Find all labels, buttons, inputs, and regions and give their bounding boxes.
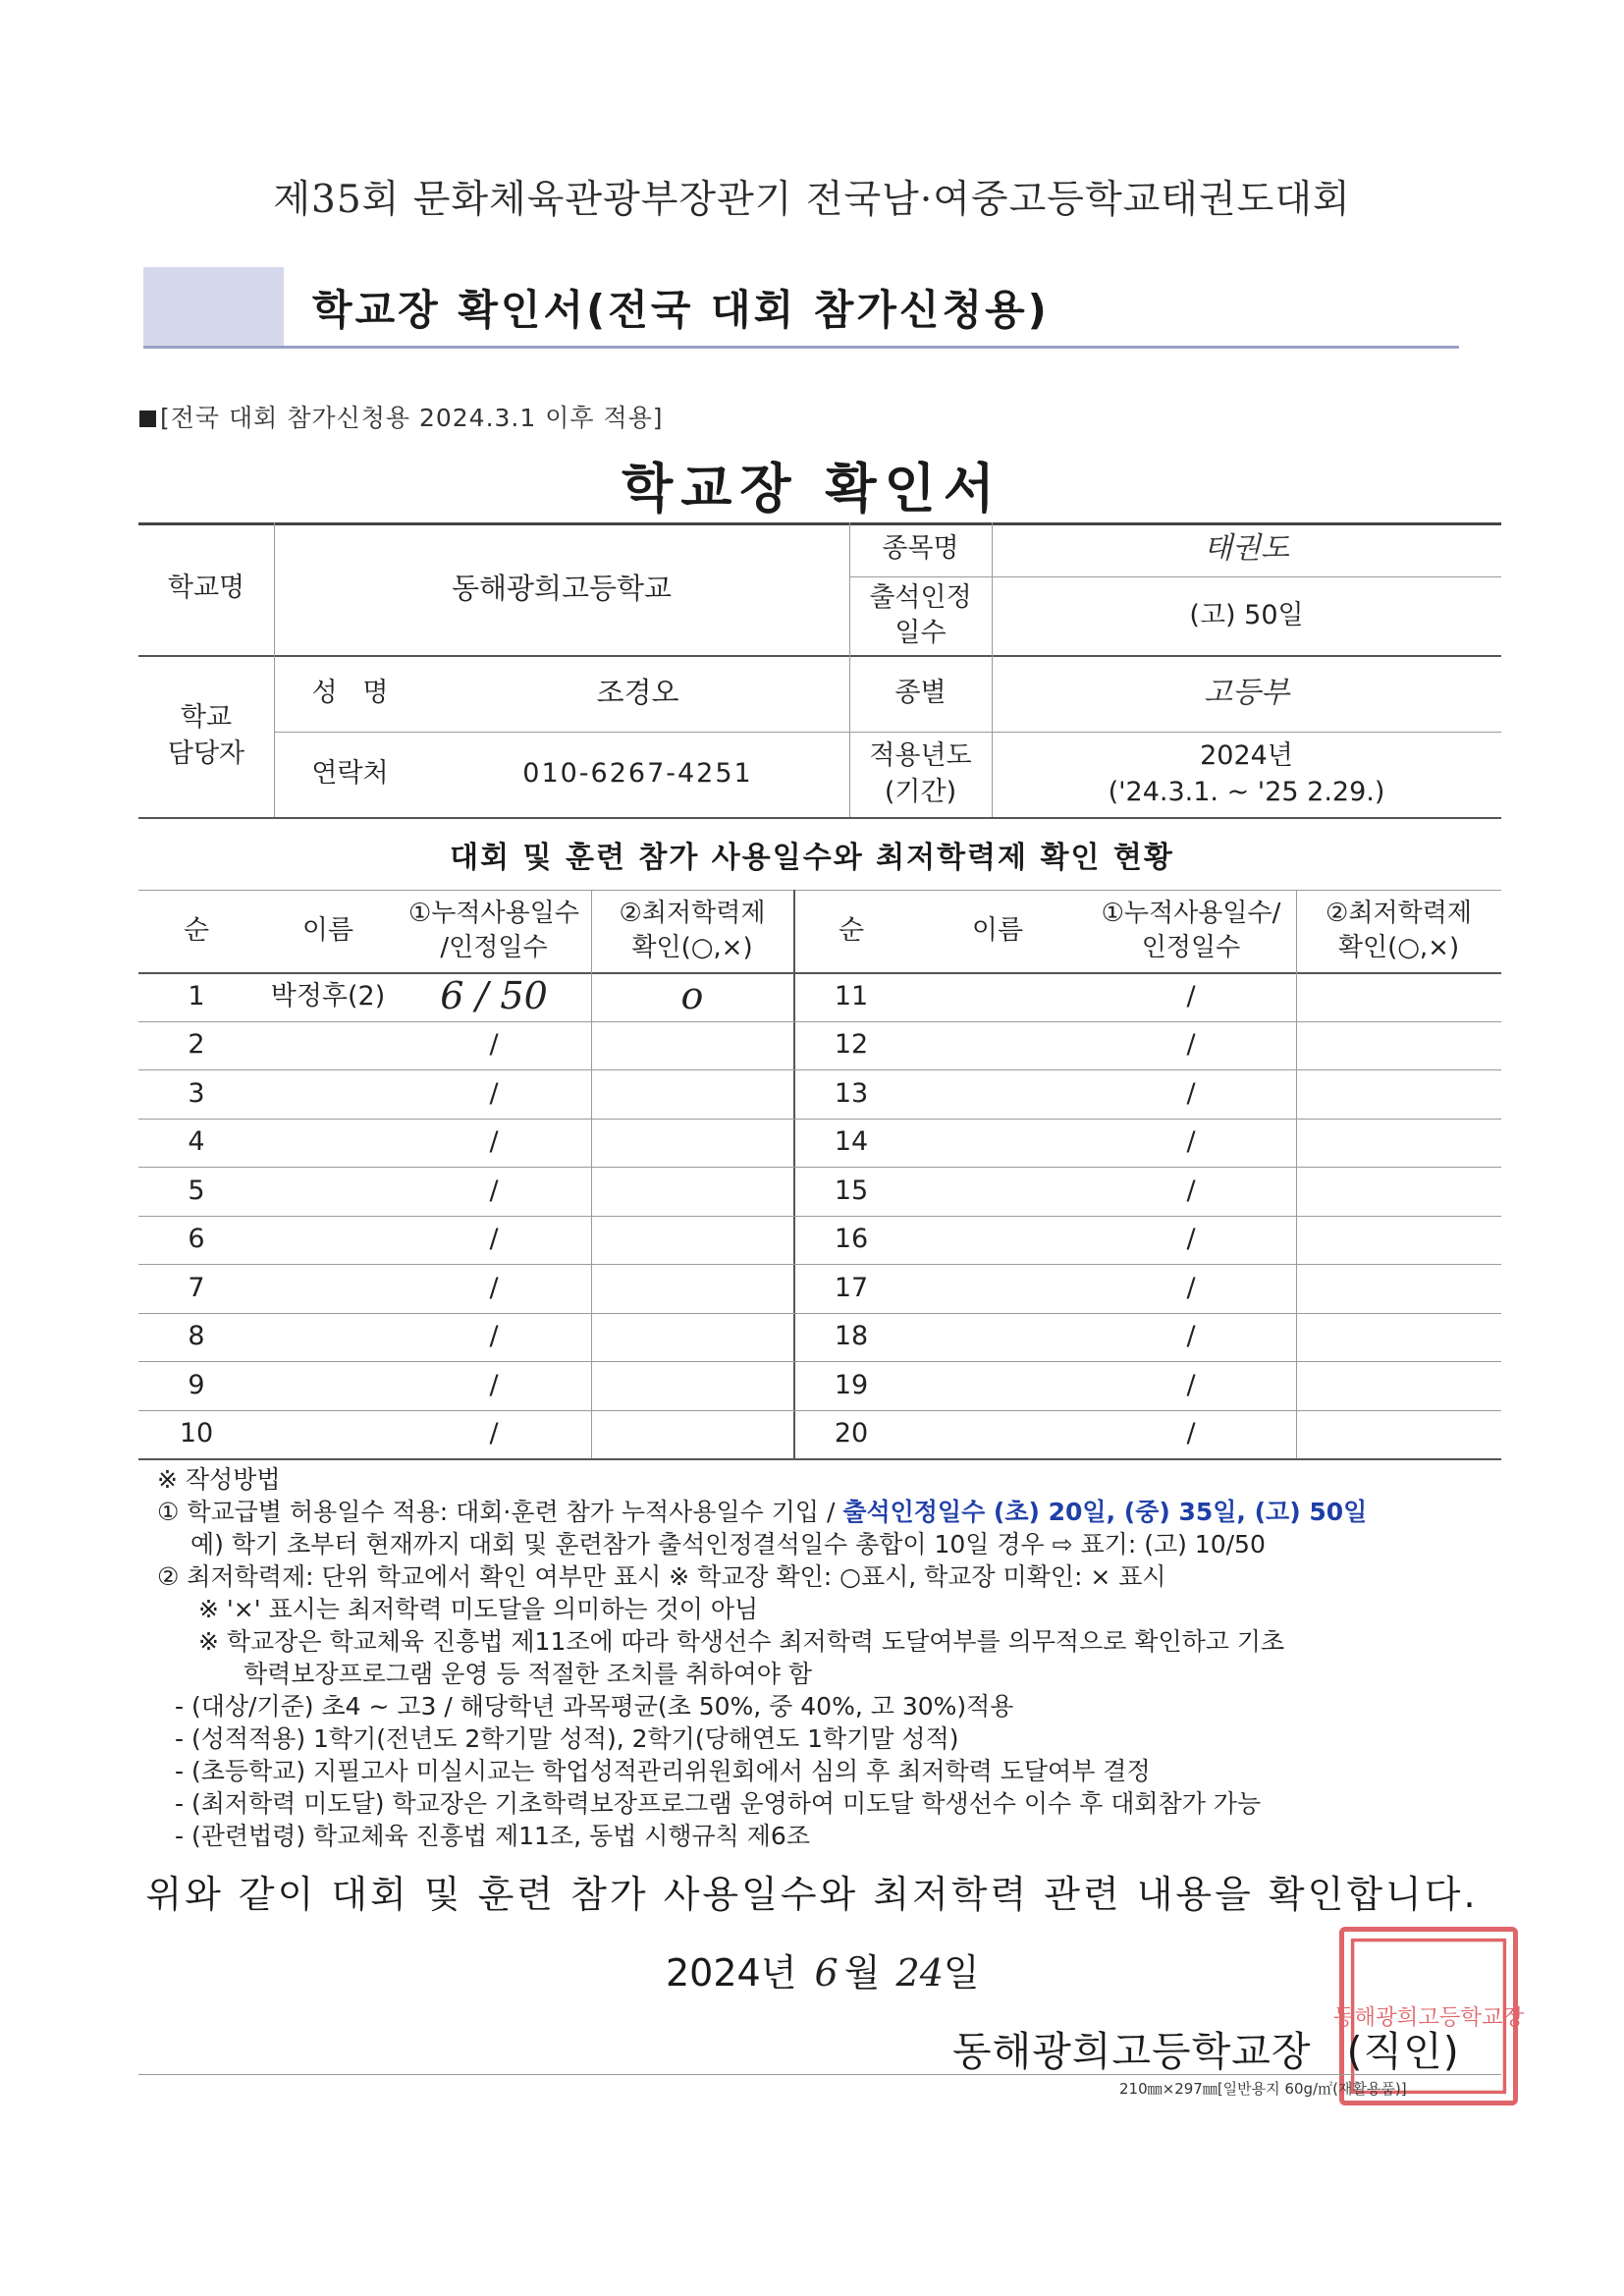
col-check-left-line1: ②최저학력제 — [619, 898, 766, 928]
table-cell-check — [1296, 972, 1501, 1021]
square-bullet-icon — [139, 410, 156, 427]
table-cell-check — [591, 1264, 793, 1313]
contact-value: 010-6267-4251 — [522, 758, 753, 790]
signing-date — [666, 1942, 980, 1996]
banner-accent — [143, 267, 284, 348]
col-days-right-line2: 인정일수 — [1141, 933, 1241, 962]
detail-unmet: - (최저학력 미도달) 학교장은 기초학력보장프로그램 운영하여 미도달 학생선수 이수 후 대회참가 가능 — [175, 1789, 1262, 1818]
name-value: 조경오 — [596, 676, 679, 710]
table-cell-name: 박정후(2) — [270, 980, 386, 1011]
table-cell-days: / — [1186, 1272, 1196, 1303]
table-cell-no: 14 — [834, 1126, 869, 1158]
year-label-line1: 적용년도 — [869, 740, 972, 772]
table-cell-no: 1 — [188, 980, 205, 1011]
table-cell-no: 20 — [834, 1418, 869, 1449]
table-cell-name — [254, 1264, 402, 1313]
table-cell-days: / — [489, 1321, 499, 1352]
table-cell-days: / — [1186, 1369, 1196, 1400]
rule — [138, 817, 1501, 819]
col-no-left: 순 — [183, 914, 210, 946]
table-cell-check — [1296, 1361, 1501, 1410]
document-title: 학교장 확인서 — [622, 458, 1002, 519]
year-value-line2: ('24.3.1. ~ '25 2.29.) — [1108, 776, 1385, 807]
table-cell-no: 16 — [834, 1224, 869, 1255]
table-cell-check — [591, 1361, 793, 1410]
table-cell-days: / — [1186, 1418, 1196, 1449]
principal-signature — [952, 2019, 1460, 2077]
instruction-1 — [157, 1496, 1532, 1528]
table-cell-name — [254, 1167, 402, 1216]
table-cell-name — [254, 1069, 402, 1119]
table-cell-name — [909, 972, 1086, 1021]
contact-label: 연락처 — [311, 758, 389, 790]
event-title: 제35회 문화체육관광부장관기 전국남·여중고등학교태권도대회 — [273, 178, 1351, 222]
col-name-left: 이름 — [301, 914, 354, 946]
table-cell-days: / — [1186, 1077, 1196, 1109]
table-cell-days: / — [489, 1418, 499, 1449]
table-cell-name — [909, 1021, 1086, 1070]
instruction-2-note-2-cont: 학력보장프로그램 운영 등 적절한 조치를 취하여야 함 — [244, 1660, 812, 1688]
date-month-unit: 월 — [843, 1951, 881, 1995]
table-cell-check — [1296, 1264, 1501, 1313]
table-cell-check — [1296, 1313, 1501, 1362]
manager-label-line1: 학교 — [180, 702, 233, 734]
division-label: 종별 — [894, 677, 947, 708]
col-days-right — [1086, 890, 1296, 972]
attendance-label-line2: 일수 — [894, 618, 947, 648]
event-label: 종목명 — [882, 533, 959, 565]
col-days-right-line1: ①누적사용일수/ — [1101, 898, 1281, 928]
table-cell-check — [1296, 1167, 1501, 1216]
table-cell-check — [591, 1216, 793, 1265]
date-day-unit: 일 — [943, 1951, 980, 1995]
manager-label-line2: 담당자 — [167, 738, 245, 769]
table-cell-check — [1296, 1119, 1501, 1168]
year-value — [992, 732, 1501, 817]
attendance-label-line1: 출석인정 — [869, 581, 972, 613]
division-value: 고등부 — [1204, 675, 1289, 710]
table-cell-name — [909, 1167, 1086, 1216]
table-cell-days: / — [1186, 1029, 1196, 1061]
table-cell-days: / — [1186, 980, 1196, 1011]
rule — [138, 1458, 1501, 1460]
detail-target: - (대상/기준) 초4 ~ 고3 / 해당학년 과목평균(초 50%, 중 40%, 고 30%)적용 — [175, 1692, 1014, 1721]
table-cell-check — [1296, 1069, 1501, 1119]
table-cell-no: 18 — [834, 1321, 869, 1352]
table-cell-no: 15 — [834, 1175, 869, 1206]
instruction-1-emphasis: 출석인정일수 (초) 20일, (중) 35일, (고) 50일 — [842, 1498, 1368, 1526]
confirmation-statement: 위와 같이 대회 및 훈련 참가 사용일수와 최저학력 관련 내용을 확인합니다. — [145, 1873, 1479, 1916]
date-year: 2024년 — [666, 1951, 797, 1995]
col-check-right-line1: ②최저학력제 — [1326, 898, 1472, 928]
instruction-1-example: 예) 학기 초부터 현재까지 대회 및 훈련참가 출석인정결석일수 총합이 10일 경우 ⇨ 표기: (고) 10/50 — [190, 1530, 1266, 1558]
school-label: 학교명 — [167, 573, 245, 604]
table-cell-check — [591, 1021, 793, 1070]
col-days-left — [397, 890, 591, 972]
principal-name: 동해광희고등학교장 — [952, 2028, 1312, 2075]
name-label: 성 명 — [311, 677, 389, 708]
col-days-left-line1: ①누적사용일수 — [407, 898, 579, 928]
instruction-2-note-2: ※ 학교장은 학교체육 진흥법 제11조에 따라 학생선수 최저학력 도달여부를 의무적으로 확인하고 기초 — [198, 1627, 1285, 1656]
table-cell-days: / — [489, 1077, 499, 1109]
table-cell-days: / — [1186, 1175, 1196, 1206]
paper-spec: 210㎜×297㎜[일반용지 60g/㎡(재활용품)] — [1119, 2080, 1407, 2098]
banner-underline — [143, 346, 1459, 349]
table-cell-days: / — [1186, 1321, 1196, 1352]
col-no-right: 순 — [838, 914, 865, 946]
date-month: 6 — [814, 1951, 839, 1995]
col-days-left-line2: /인정일수 — [440, 933, 548, 962]
table-cell-days: / — [489, 1029, 499, 1061]
col-name-right: 이름 — [971, 914, 1024, 946]
table-cell-check: o — [680, 974, 704, 1018]
detail-law: - (관련법령) 학교체육 진흥법 제11조, 동법 시행규칙 제6조 — [175, 1822, 810, 1850]
table-cell-name — [909, 1069, 1086, 1119]
table-cell-name — [909, 1361, 1086, 1410]
col-check-right — [1296, 890, 1501, 972]
instruction-2: ② 최저학력제: 단위 학교에서 확인 여부만 표시 ※ 학교장 확인: ○표시, 학교장 미확인: × 표시 — [157, 1562, 1166, 1591]
col-check-right-line2: 확인(○,×) — [1337, 933, 1460, 962]
table-cell-name — [909, 1410, 1086, 1459]
footer-rule — [138, 2074, 1501, 2075]
year-value-line1: 2024년 — [1200, 740, 1293, 772]
table-cell-check — [591, 1069, 793, 1119]
table-cell-name — [254, 1313, 402, 1362]
table-cell-no: 2 — [188, 1029, 205, 1061]
table-cell-no: 17 — [834, 1272, 869, 1303]
table-cell-days: 6 / 50 — [440, 974, 548, 1018]
instructions — [157, 1463, 1532, 1852]
col-check-left — [591, 890, 793, 972]
table-cell-no: 13 — [834, 1077, 869, 1109]
table-cell-no: 3 — [188, 1077, 205, 1109]
table-cell-name — [254, 1361, 402, 1410]
table-cell-days: / — [489, 1175, 499, 1206]
table-cell-check — [1296, 1021, 1501, 1070]
table-cell-no: 7 — [188, 1272, 205, 1303]
instruction-2-note-1: ※ '×' 표시는 최저학력 미도달을 의미하는 것이 아님 — [198, 1595, 759, 1623]
table-cell-days: / — [489, 1224, 499, 1255]
table-cell-no: 9 — [188, 1369, 205, 1400]
seal-note: (직인) — [1346, 2028, 1460, 2075]
table-cell-name — [909, 1216, 1086, 1265]
detail-grades: - (성적적용) 1학기(전년도 2학기말 성적), 2학기(당해연도 1학기말 성적) — [175, 1724, 959, 1753]
col-check-left-line2: 확인(○,×) — [631, 933, 753, 962]
table-cell-check — [591, 1167, 793, 1216]
table-cell-name — [909, 1313, 1086, 1362]
table-cell-days: / — [489, 1126, 499, 1158]
year-label-line2: (기간) — [884, 776, 957, 807]
table-cell-no: 19 — [834, 1369, 869, 1400]
form-note-text: [전국 대회 참가신청용 2024.3.1 이후 적용] — [160, 404, 664, 432]
instruction-1-text: ① 학교급별 허용일수 적용: 대회·훈련 참가 누적사용일수 기입 / — [157, 1498, 843, 1526]
table-cell-check — [591, 1313, 793, 1362]
status-heading: 대회 및 훈련 참가 사용일수와 최저학력제 확인 현황 — [450, 841, 1174, 875]
detail-elementary: - (초등학교) 지필고사 미실시교는 학업성적관리위원회에서 심의 후 최저학력 도달여부 결정 — [175, 1757, 1151, 1785]
table-cell-no: 8 — [188, 1321, 205, 1352]
table-cell-days: / — [489, 1369, 499, 1400]
banner-title: 학교장 확인서(전국 대회 참가신청용) — [312, 286, 1050, 334]
school-value: 동해광희고등학교 — [451, 571, 673, 605]
attendance-label — [849, 576, 992, 655]
table-cell-check — [591, 1119, 793, 1168]
table-cell-name — [254, 1119, 402, 1168]
event-value: 태권도 — [1204, 531, 1289, 567]
table-cell-days: / — [489, 1272, 499, 1303]
manager-label — [138, 655, 274, 817]
table-cell-days: / — [1186, 1126, 1196, 1158]
form-note — [139, 399, 664, 434]
year-label — [849, 732, 992, 817]
table-cell-no: 10 — [179, 1418, 214, 1449]
table-cell-no: 12 — [834, 1029, 869, 1061]
table-cell-name — [909, 1264, 1086, 1313]
table-cell-check — [591, 1410, 793, 1459]
table-cell-days: / — [1186, 1224, 1196, 1255]
table-cell-name — [909, 1119, 1086, 1168]
table-cell-no: 11 — [834, 980, 869, 1011]
table-cell-no: 4 — [188, 1126, 205, 1158]
date-day: 24 — [895, 1951, 944, 1995]
table-cell-check — [1296, 1410, 1501, 1459]
attendance-value: (고) 50일 — [1189, 599, 1304, 630]
table-cell-no: 5 — [188, 1175, 205, 1206]
table-cell-name — [254, 1021, 402, 1070]
seal-text: 동해광희고등학교장 — [1332, 2004, 1525, 2031]
table-cell-name — [254, 1410, 402, 1459]
instructions-heading: ※ 작성방법 — [157, 1465, 281, 1494]
table-cell-check — [1296, 1216, 1501, 1265]
table-cell-no: 6 — [188, 1224, 205, 1255]
table-cell-name — [254, 1216, 402, 1265]
